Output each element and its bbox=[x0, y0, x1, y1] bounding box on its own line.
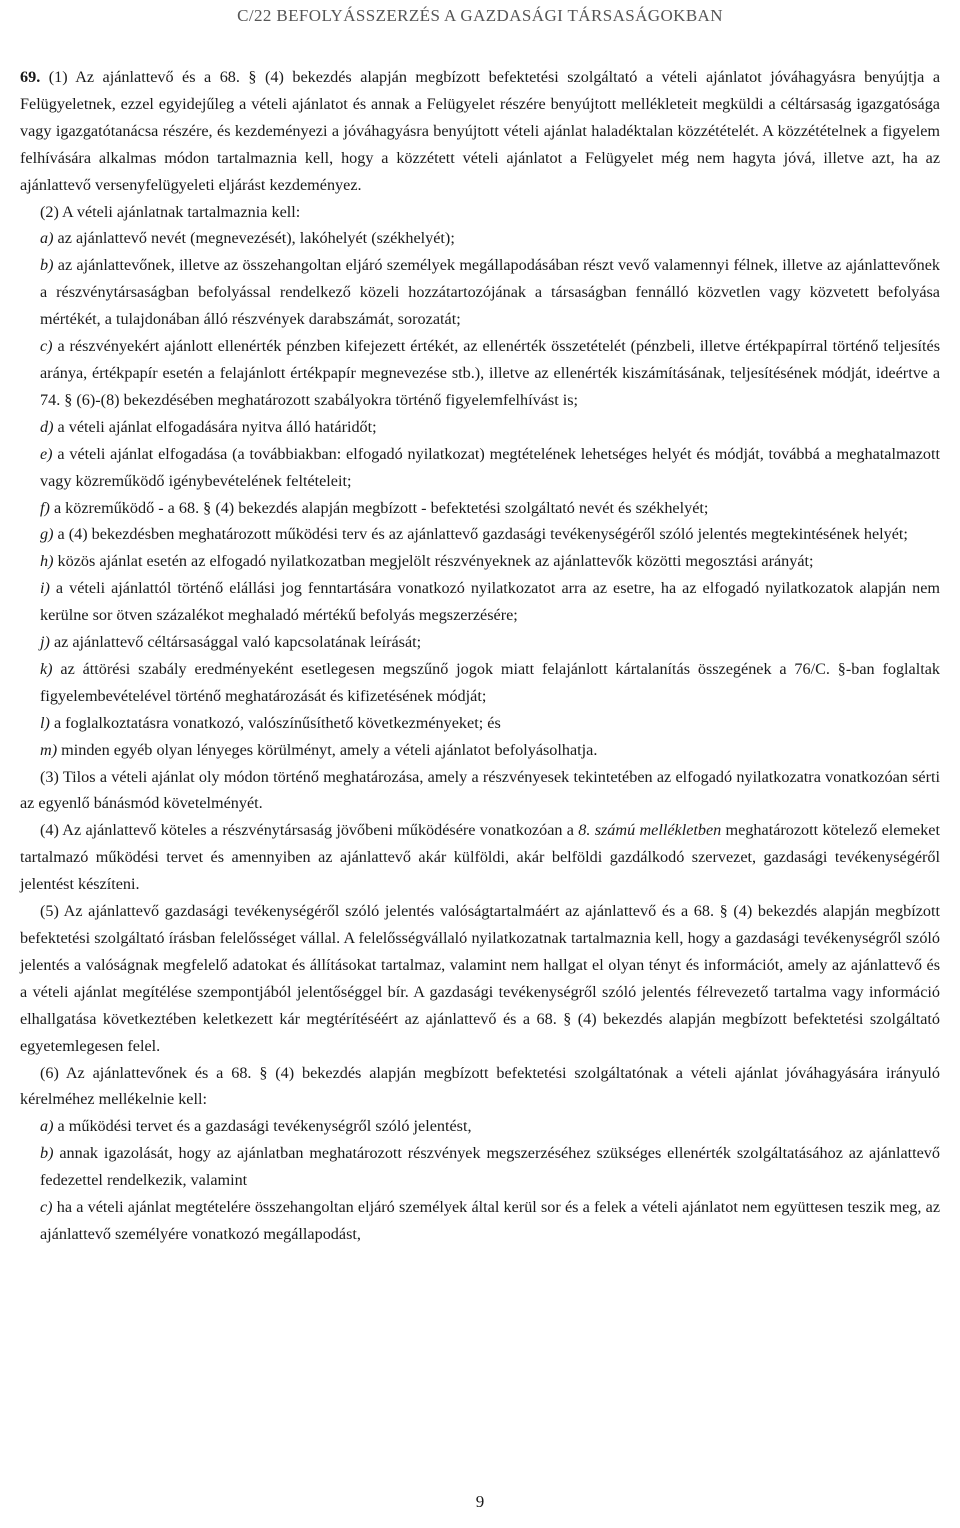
item-label: d) bbox=[40, 417, 54, 436]
item-label: a) bbox=[40, 229, 54, 248]
annex-item-c bbox=[20, 1194, 940, 1248]
item-text: a vételi ajánlat elfogadására nyitva álló határidőt; bbox=[53, 417, 377, 436]
item-label: k) bbox=[40, 659, 53, 678]
list-item-g bbox=[20, 521, 940, 548]
annex-reference: 8. számú mellékletben bbox=[578, 821, 722, 840]
list-item-f bbox=[20, 495, 940, 522]
item-text: a (4) bekezdésben meghatározott működési terv és az ajánlattevő gazdasági tevékenységéről szóló jelentés megtekintésének helyét; bbox=[53, 525, 908, 544]
item-label: a) bbox=[40, 1117, 54, 1136]
item-label: h) bbox=[40, 552, 54, 571]
item-text: a részvényekért ajánlott ellenérték pénzben kifejezett értékét, az ellenérték összetételét (pénzbeli, illetve értékpapírral történő teljesítés aránya, értékpapír esetén a felajánlott értékpapír megnevezése stb.), illetve az ellenérték kiszámításának, teljesítésének módját, ideértve a 74. § (6)-(8) bekezdésében meghatározott szabályokra történő figyelemfelhívást is; bbox=[40, 337, 940, 409]
item-label: g) bbox=[40, 525, 54, 544]
item-label: b) bbox=[40, 1144, 54, 1163]
item-text: a működési tervet és a gazdasági tevékenységről szóló jelentést, bbox=[53, 1117, 472, 1136]
list-item-m bbox=[20, 737, 940, 764]
item-text: a közreműködő - a 68. § (4) bekezdés alapján megbízott - befektetési szolgáltató nevét és székhelyét; bbox=[49, 498, 709, 517]
item-label: j) bbox=[40, 633, 50, 652]
list-item-e bbox=[20, 441, 940, 495]
item-text: a vételi ajánlattól történő elállási jog fenntartására vonatkozó nyilatkozatot arra az esetre, ha az elfogadó nyilatkozatok alapján nem kerülne sor ötven százalékot meghaladó mértékű befolyás megszerzésére; bbox=[40, 579, 940, 625]
list-item-b bbox=[20, 252, 940, 333]
item-text: a vételi ajánlat elfogadása (a továbbiakban: elfogadó nyilatkozat) megtételének lehetséges helyét és módját, továbbá a meghatalmazott vagy közreműködő igénybevételének feltételeit; bbox=[40, 444, 940, 490]
list-item-c bbox=[20, 333, 940, 414]
paragraph-1 bbox=[20, 64, 940, 199]
document-body bbox=[20, 64, 940, 1248]
item-text: a foglalkoztatásra vonatkozó, valószínűsíthető következményeket; és bbox=[49, 713, 501, 732]
page-number: 9 bbox=[475, 1492, 485, 1511]
paragraph-5: (5) Az ajánlattevő gazdasági tevékenységéről szóló jelentés valóságtartalmáért az ajánlattevő és a 68. § (4) bekezdés alapján megbízott befektetési szolgáltató írásban felelősséget vállal. A felelősségvállaló nyilatkozatnak tartalmaznia kell, hogy a gazdasági tevékenységről szóló jelentés a valóságnak megfelelő adatokat és állításokat tartalmaz, valamint nem hallgat el olyan tényt és információt, amely az ajánlattevő és a vételi ajánlat megítélése szempontjából jelentőséggel bír. A gazdasági tevékenységről szóló jelentés félrevezető tartalma vagy információ elhallgatása következtében keletkezett kár megtérítéséért az ajánlattevő és a 68. § (4) bekezdés alapján megbízott befektetési szolgáltató egyetemlegesen felel. bbox=[20, 902, 940, 1055]
annex-item-a bbox=[20, 1113, 940, 1140]
section-number: 69. bbox=[20, 68, 41, 86]
paragraph-4 bbox=[20, 817, 940, 898]
paragraph-1-text: (1) Az ajánlattevő és a 68. § (4) bekezdés alapján megbízott befektetési szolgáltató a vételi ajánlatot jóváhagyásra benyújtja a Felügyeletnek, ezzel egyidejűleg a vételi ajánlatot és annak a Felügyelet részére benyújtott mellékleteit megküldi a céltársaság igazgatósága vagy igazgatótanácsa részére, és kezdeményezi a jóváhagyásra benyújtott vételi ajánlat haladéktalan közzétételét. A közzétételnek a figyelem felhívására alkalmas módon tartalmaznia kell, hogy a közzétett vételi ajánlatot a Felügyelet még nem hagyta jóvá, illetve azt, ha az ajánlattevő versenyfelügyeleti eljárást kezdeményez. bbox=[20, 68, 940, 194]
item-text: annak igazolását, hogy az ajánlatban meghatározott részvények megszerzéséhez szükséges ellenérték szolgáltatásához az ajánlattevő fedezettel rendelkezik, valamint bbox=[40, 1144, 940, 1190]
item-text: ha a vételi ajánlat megtételére összehangoltan eljáró személyek által kerül sor és a felek a vételi ajánlatot nem együttesen teszik meg, az ajánlattevő személyére vonatkozó megállapodást, bbox=[40, 1198, 940, 1243]
item-text: az ajánlattevő nevét (megnevezését), lakóhelyét (székhelyét); bbox=[53, 229, 455, 248]
annex-item-b bbox=[20, 1140, 940, 1194]
list-item-k bbox=[20, 656, 940, 710]
list-item-a bbox=[20, 225, 940, 252]
list-item-i bbox=[20, 575, 940, 629]
item-label: i) bbox=[40, 579, 50, 598]
item-label: l) bbox=[40, 713, 50, 732]
paragraph-2-intro: (2) A vételi ajánlatnak tartalmaznia kell: bbox=[40, 202, 301, 221]
paragraph-4-text-a: (4) Az ajánlattevő köteles a részvénytársaság jövőbeni működésére vonatkozóan a bbox=[40, 821, 579, 840]
item-label: m) bbox=[40, 740, 58, 759]
item-label: e) bbox=[40, 444, 53, 463]
item-label: c) bbox=[40, 1198, 53, 1217]
item-text: minden egyéb olyan lényeges körülményt, amely a vételi ajánlatot befolyásolhatja. bbox=[57, 740, 598, 759]
item-label: b) bbox=[40, 256, 54, 275]
paragraph-4-text-b: meghatározott kötelező elemeket tartalmazó működési tervet és amennyiben az ajánlattevő akár külföldi, akár belföldi gazdálkodó szervezet, gazdasági tevékenységéről jelentést készíteni. bbox=[20, 821, 940, 894]
item-text: az ajánlattevő céltársasággal való kapcsolatának leírását; bbox=[49, 633, 422, 652]
list-item-d bbox=[20, 414, 940, 441]
paragraph-3: (3) Tilos a vételi ajánlat oly módon történő meghatározása, amely a részvényesek tekintetében az elfogadó nyilatkozatra vonatkozóan sérti az egyenlő bánásmód követelményét. bbox=[20, 767, 940, 813]
item-label: f) bbox=[40, 498, 50, 517]
list-item-h bbox=[20, 548, 940, 575]
running-header: C/22 BEFOLYÁSSZERZÉS A GAZDASÁGI TÁRSASÁGOKBAN bbox=[237, 6, 723, 25]
item-text: az áttörési szabály eredményeként esetlegesen megszűnő jogok miatt felajánlott kártalanítás összegének a 76/C. §-ban foglaltak figyelembevételével történő meghatározását és kifizetésének módját; bbox=[40, 659, 940, 705]
item-text: közös ajánlat esetén az elfogadó nyilatkozatban megjelölt részvényeknek az ajánlattevők közötti megosztási arányát; bbox=[53, 552, 814, 571]
item-label: c) bbox=[40, 337, 53, 356]
list-item-j bbox=[20, 629, 940, 656]
item-text: az ajánlattevőnek, illetve az összehangoltan eljáró személyek megállapodásában részt vevő valamennyi félnek, illetve az ajánlattevőnek a részvénytársaságban befolyással rendelkező közeli hozzátartozójának a társaságban fennálló közvetlen vagy közvetett befolyása mértékét, a tulajdonában álló részvények darabszámát, sorozatát; bbox=[40, 256, 940, 329]
paragraph-6-intro: (6) Az ajánlattevőnek és a 68. § (4) bekezdés alapján megbízott befektetési szolgáltatónak a vételi ajánlat jóváhagyására irányuló kérelméhez mellékelnie kell: bbox=[20, 1063, 940, 1109]
list-item-l bbox=[20, 710, 940, 737]
